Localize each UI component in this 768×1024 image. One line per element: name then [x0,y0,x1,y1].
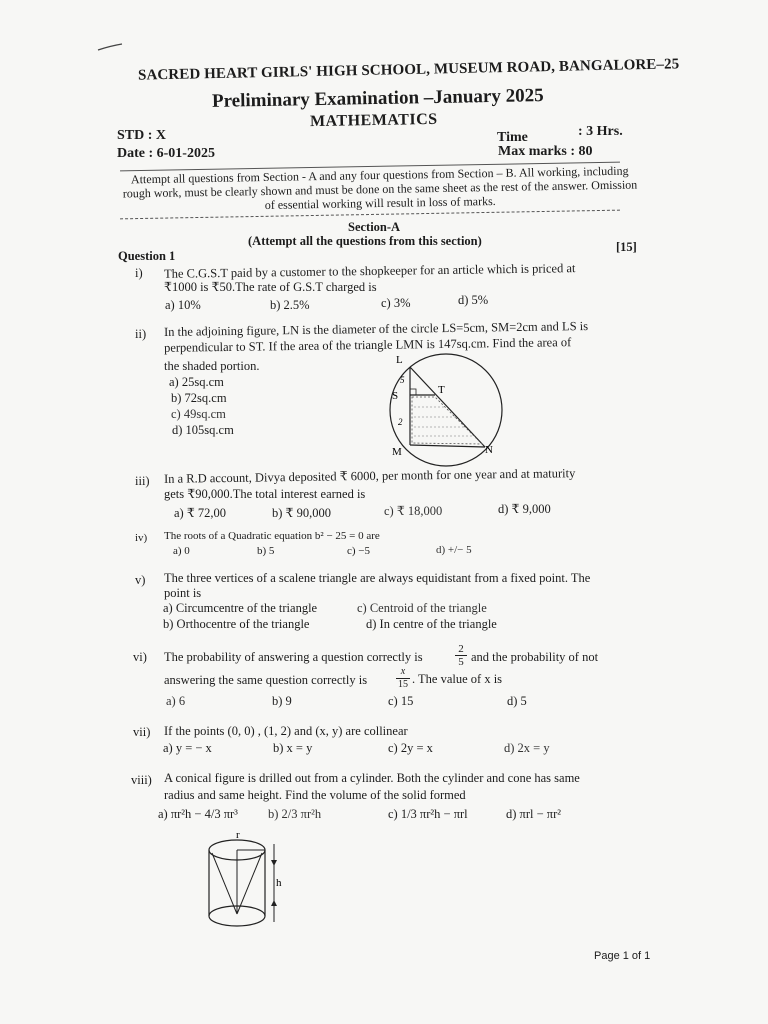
section-subtitle: (Attempt all the questions from this section) [248,234,482,248]
label-n: N [485,444,493,456]
option-b: b) 2.5% [270,298,310,312]
question-number: v) [135,573,146,587]
option-d: d) In centre of the triangle [366,617,497,631]
fraction-numerator: x [396,666,410,679]
question-text: The probability of answering a question correctly is [164,650,423,664]
label-l: L [396,354,403,366]
date-label: Date : 6-01-2025 [117,146,215,161]
cone-left-edge [212,853,237,914]
question-number: ii) [135,327,147,341]
fraction-denominator: 15 [398,679,408,690]
option-c: c) 15 [388,694,414,708]
option-c: c) 3% [381,296,411,310]
option-d: d) 105sq.cm [172,423,234,437]
question-number: viii) [131,773,152,787]
option-a: a) 25sq.cm [169,375,224,389]
max-marks: Max marks : 80 [498,144,593,159]
question-number: iii) [135,474,150,488]
cone-right-edge [237,853,262,914]
option-d: d) ₹ 9,000 [498,502,551,516]
time-label: Time [497,130,528,145]
option-a: a) πr²h − 4/3 πr³ [158,807,238,821]
question-text: perpendicular to ST. If the area of the triangle LMN is 147sq.cm. Find the area of [163,335,572,355]
diameter-ln [410,367,485,447]
option-d: d) 5 [507,694,527,708]
option-a: a) 0 [173,545,190,557]
question-label: Question 1 [118,249,176,263]
circle-triangle-figure [380,355,520,465]
label-m: M [392,446,402,458]
option-c: c) 2y = x [388,741,433,755]
question-text: The C.G.S.T paid by a customer to the shopkeeper for an article which is priced at [163,261,576,281]
option-c: c) 1/3 πr²h − πrl [388,807,468,821]
option-d: d) 2x = y [504,741,550,755]
question-text: The roots of a Quadratic equation b² − 25 = 0 are [164,530,380,542]
right-angle-marker [410,389,416,395]
page-number: Page 1 of 1 [594,950,651,962]
option-b: b) ₹ 90,000 [272,506,331,520]
label-r: r [236,829,240,841]
question-text: answering the same question correctly is [164,673,368,687]
std-label: STD : X [117,128,167,143]
option-a: a) 6 [166,694,186,708]
question-text: . The value of x is [412,672,503,686]
question-number: vii) [133,725,151,739]
option-b: b) 9 [272,694,292,708]
question-text: In a R.D account, Divya deposited ₹ 6000, per month for one year and at maturity [163,466,576,486]
fraction-two-fifths [455,643,467,668]
time-value: : 3 Hrs. [578,124,623,139]
question-text: If the points (0, 0) , (1, 2) and (x, y) are collinear [164,724,408,738]
school-name: SACRED HEART GIRLS' HIGH SCHOOL, MUSEUM ROAD, BANGALORE–25 [137,56,680,84]
question-number: iv) [135,532,148,544]
option-c: c) Centroid of the triangle [357,601,487,615]
shaded-region [412,397,482,444]
cylinder-cone-figure [200,828,295,948]
option-c: c) 49sq.cm [171,407,226,421]
pen-mark [96,42,126,52]
option-c: c) ₹ 18,000 [384,504,443,518]
option-b: b) 2/3 πr²h [268,807,322,821]
option-c: c) −5 [347,545,370,557]
question-text: In the adjoining figure, LN is the diameter of the circle LS=5cm, SM=2cm and LS is [163,319,589,339]
arrow-down-icon [271,860,277,866]
question-text: radius and same height. Find the volume of the solid formed [164,788,466,802]
option-b: b) Orthocentre of the triangle [163,617,310,631]
label-s: S [392,390,399,402]
question-text: point is [164,586,202,600]
subject-title: MATHEMATICS [309,110,438,131]
arrow-up-icon [271,900,277,906]
option-b: b) 72sq.cm [171,391,227,405]
option-b: b) 5 [257,545,275,557]
question-number: i) [135,266,143,280]
question-text: The three vertices of a scalene triangle are always equidistant from a fixed point. The [164,571,591,585]
option-a: a) y = − x [163,741,212,755]
option-d: d) +/− 5 [436,544,472,556]
label-t: T [438,384,445,396]
question-marks: [15] [616,240,637,254]
option-a: a) Circumcentre of the triangle [163,601,318,615]
label-sm: 2 [398,417,403,427]
option-d: d) πrl − πr² [506,807,562,821]
fraction-denominator: 5 [458,656,464,668]
option-d: d) 5% [458,293,489,307]
question-text: and the probability of not [471,650,599,664]
question-text: ₹1000 is ₹50.The rate of G.S.T charged is [164,280,377,294]
label-ls: 5 [400,375,405,385]
side-mn [410,445,485,447]
section-title: Section-A [348,220,401,234]
option-a: a) ₹ 72,00 [174,506,227,520]
exam-title: Preliminary Examination –January 2025 [211,85,544,112]
question-text: gets ₹90,000.The total interest earned is [164,487,366,501]
question-text: A conical figure is drilled out from a cylinder. Both the cylinder and cone has same [164,771,580,785]
fraction-x-fifteenths [396,666,410,691]
option-b: b) x = y [273,741,313,755]
option-a: a) 10% [165,298,201,312]
instructions: Attempt all questions from Section - A and any four questions from Section – B. All working, including rough work, must be clearly shown and must be done on the same sheet as the rest of the answer. Omission of essential working will result in loss of marks. [122,163,638,213]
question-text: the shaded portion. [164,359,260,373]
question-number: vi) [133,650,147,664]
fraction-numerator: 2 [455,643,467,656]
label-h: h [276,877,282,889]
